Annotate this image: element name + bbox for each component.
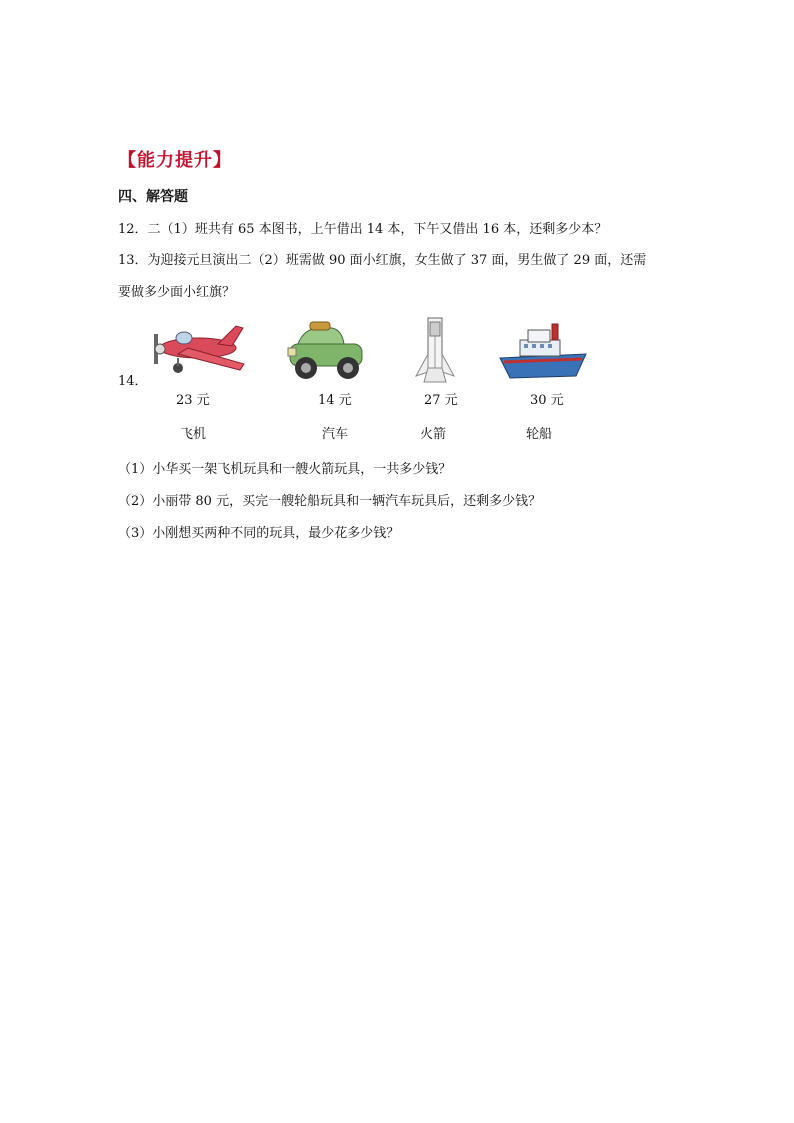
name-rocket: 火箭 <box>420 427 447 442</box>
name-car: 汽车 <box>322 427 349 442</box>
question-13-line-1: 13．为迎接元旦演出二（2）班需做 90 面小红旗，女生做了 37 面，男生做了 29 面，还需 <box>118 253 647 268</box>
question-13-line-2: 要做多少面小红旗？ <box>118 285 236 300</box>
sub-question-1: （1）小华买一架飞机玩具和一艘火箭玩具，一共多少钱？ <box>118 462 452 477</box>
car-icon <box>284 318 368 384</box>
price-rocket: 27 元 <box>424 393 458 408</box>
price-car: 14 元 <box>318 393 352 408</box>
rocket-icon <box>410 314 460 384</box>
ship-icon <box>498 322 588 382</box>
question-12: 12．二（1）班共有 65 本图书，上午借出 14 本，下午又借出 16 本，还剩多少本？ <box>118 222 608 237</box>
airplane-icon <box>148 320 248 380</box>
name-ship: 轮船 <box>526 427 553 442</box>
section-title: 【能力提升】 <box>118 150 232 171</box>
price-airplane: 23 元 <box>176 393 210 408</box>
price-ship: 30 元 <box>530 393 564 408</box>
sub-question-3: （3）小刚想买两种不同的玩具，最少花多少钱？ <box>118 526 400 541</box>
part-title: 四、解答题 <box>118 189 188 205</box>
name-airplane: 飞机 <box>180 427 207 442</box>
question-14-number: 14． <box>118 374 148 389</box>
sub-question-2: （2）小丽带 80 元，买完一艘轮船玩具和一辆汽车玩具后，还剩多少钱？ <box>118 494 542 509</box>
